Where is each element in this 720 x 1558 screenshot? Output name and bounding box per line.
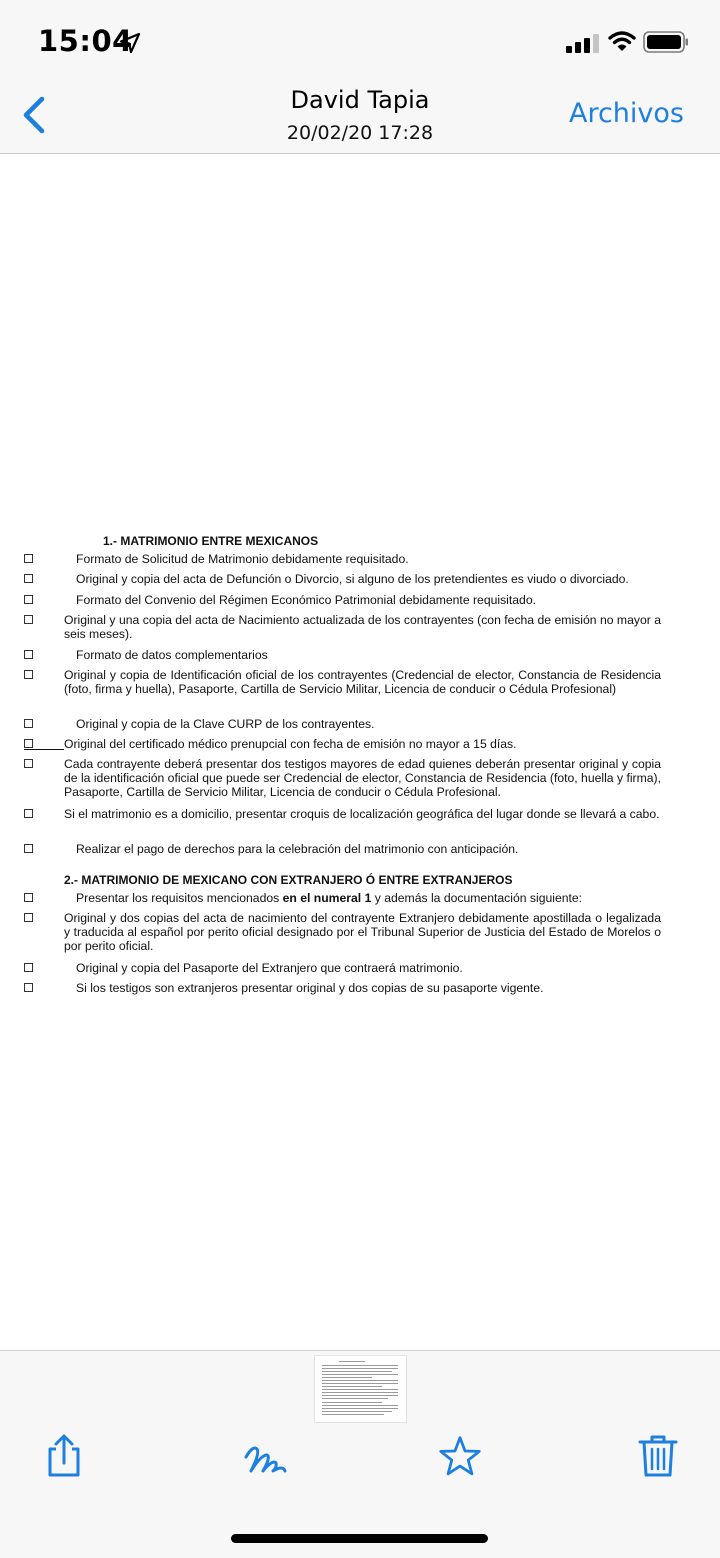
page-subtitle-date: 20/02/20 17:28 [286,122,434,144]
star-icon[interactable] [438,1433,482,1479]
battery-icon [643,31,689,53]
checkbox-icon [24,739,33,748]
home-indicator[interactable] [231,1534,488,1543]
checkbox-icon [24,963,33,972]
page-thumbnail[interactable] [314,1355,407,1423]
page-title: David Tapia [290,86,430,114]
checkbox-icon [24,670,33,679]
checkbox-icon [24,574,33,583]
section-2-heading: 2.- MATRIMONIO DE MEXICANO CON EXTRANJERO Ó ENTRE EXTRANJEROS [64,873,513,887]
location-arrow-icon [119,32,141,54]
share-icon[interactable] [42,1433,86,1479]
status-time: 15:04 [38,24,133,58]
bottom-toolbar [0,1350,720,1558]
wifi-icon [608,30,636,54]
markup-icon[interactable] [243,1433,287,1479]
checkbox-icon [24,554,33,563]
checkbox-icon [24,844,33,853]
checkbox-icon [24,650,33,659]
trash-icon[interactable] [636,1433,680,1479]
checkbox-icon [24,759,33,768]
cellular-signal-icon [566,33,602,53]
document-viewer[interactable]: 1.- MATRIMONIO ENTRE MEXICANOS Formato de Solicitud de Matrimonio debidamente requisitado. Original y copia del acta de Defunción o Divorcio, si alguno de los pretendientes es viudo o divorciado. Formato del Convenio del Régimen Económico Patrimonial debidamente requisitado. Original y una copia del acta de Nacimiento actualizada de los contrayentes (con fecha de emisión no mayor a seis meses). Formato de datos complementarios Original y copia de Identificación oficial de los contrayentes (Credencial de elector, Constancia de Residencia (foto, firma y huella), Pasaporte, Cartilla de Servicio Militar, Licencia de conducir o Cédula Profesional) Original y copia de la Clave CURP de los contrayentes. Original del certificado médico prenupcial con fecha de emisión no mayor a 15 días. Cada contrayente deberá presentar dos testigos mayores de edad quienes deberán presentar original y copia de la identificación oficial que puede ser Credencial de elector, Constancia de Residencia (foto, huella y firma), Pasaporte, Cartilla de Servicio Militar, Licencia de conducir o Cédula Profesional. Si el matrimonio es a domicilio, presentar croquis de localización geográfica del lugar donde se llevará a cabo. Realizar el pago de derechos para la celebración del matrimonio con anticipación. 2.- MATRIMONIO DE MEXICANO CON EXTRANJERO Ó ENTRE EXTRANJEROS Presentar los requisitos mencionados en el numeral 1 y además la documentación siguiente: Original y dos copias del acta de nacimiento del contrayente Extranjero debidamente apostillada o legalizada y traducida al español por perito oficial designado por el Tribunal Superior de Justicia del Estado de Morelos o por perito oficial. Original y copia del Pasaporte del Extranjero que contraerá matrimonio. Si los testigos son extranjeros presentar original y dos copias de su pasaporte vigente. [0,154,720,1350]
checkbox-icon [24,983,33,992]
checkbox-icon [24,913,33,922]
checkbox-icon [24,719,33,728]
underline-mark [24,749,64,750]
checkbox-icon [24,615,33,624]
navigation-header [0,0,720,154]
checkbox-icon [24,893,33,902]
checkbox-icon [24,809,33,818]
files-button[interactable]: Archivos [568,98,684,129]
section-1-heading: 1.- MATRIMONIO ENTRE MEXICANOS [103,534,319,548]
checkbox-icon [24,595,33,604]
